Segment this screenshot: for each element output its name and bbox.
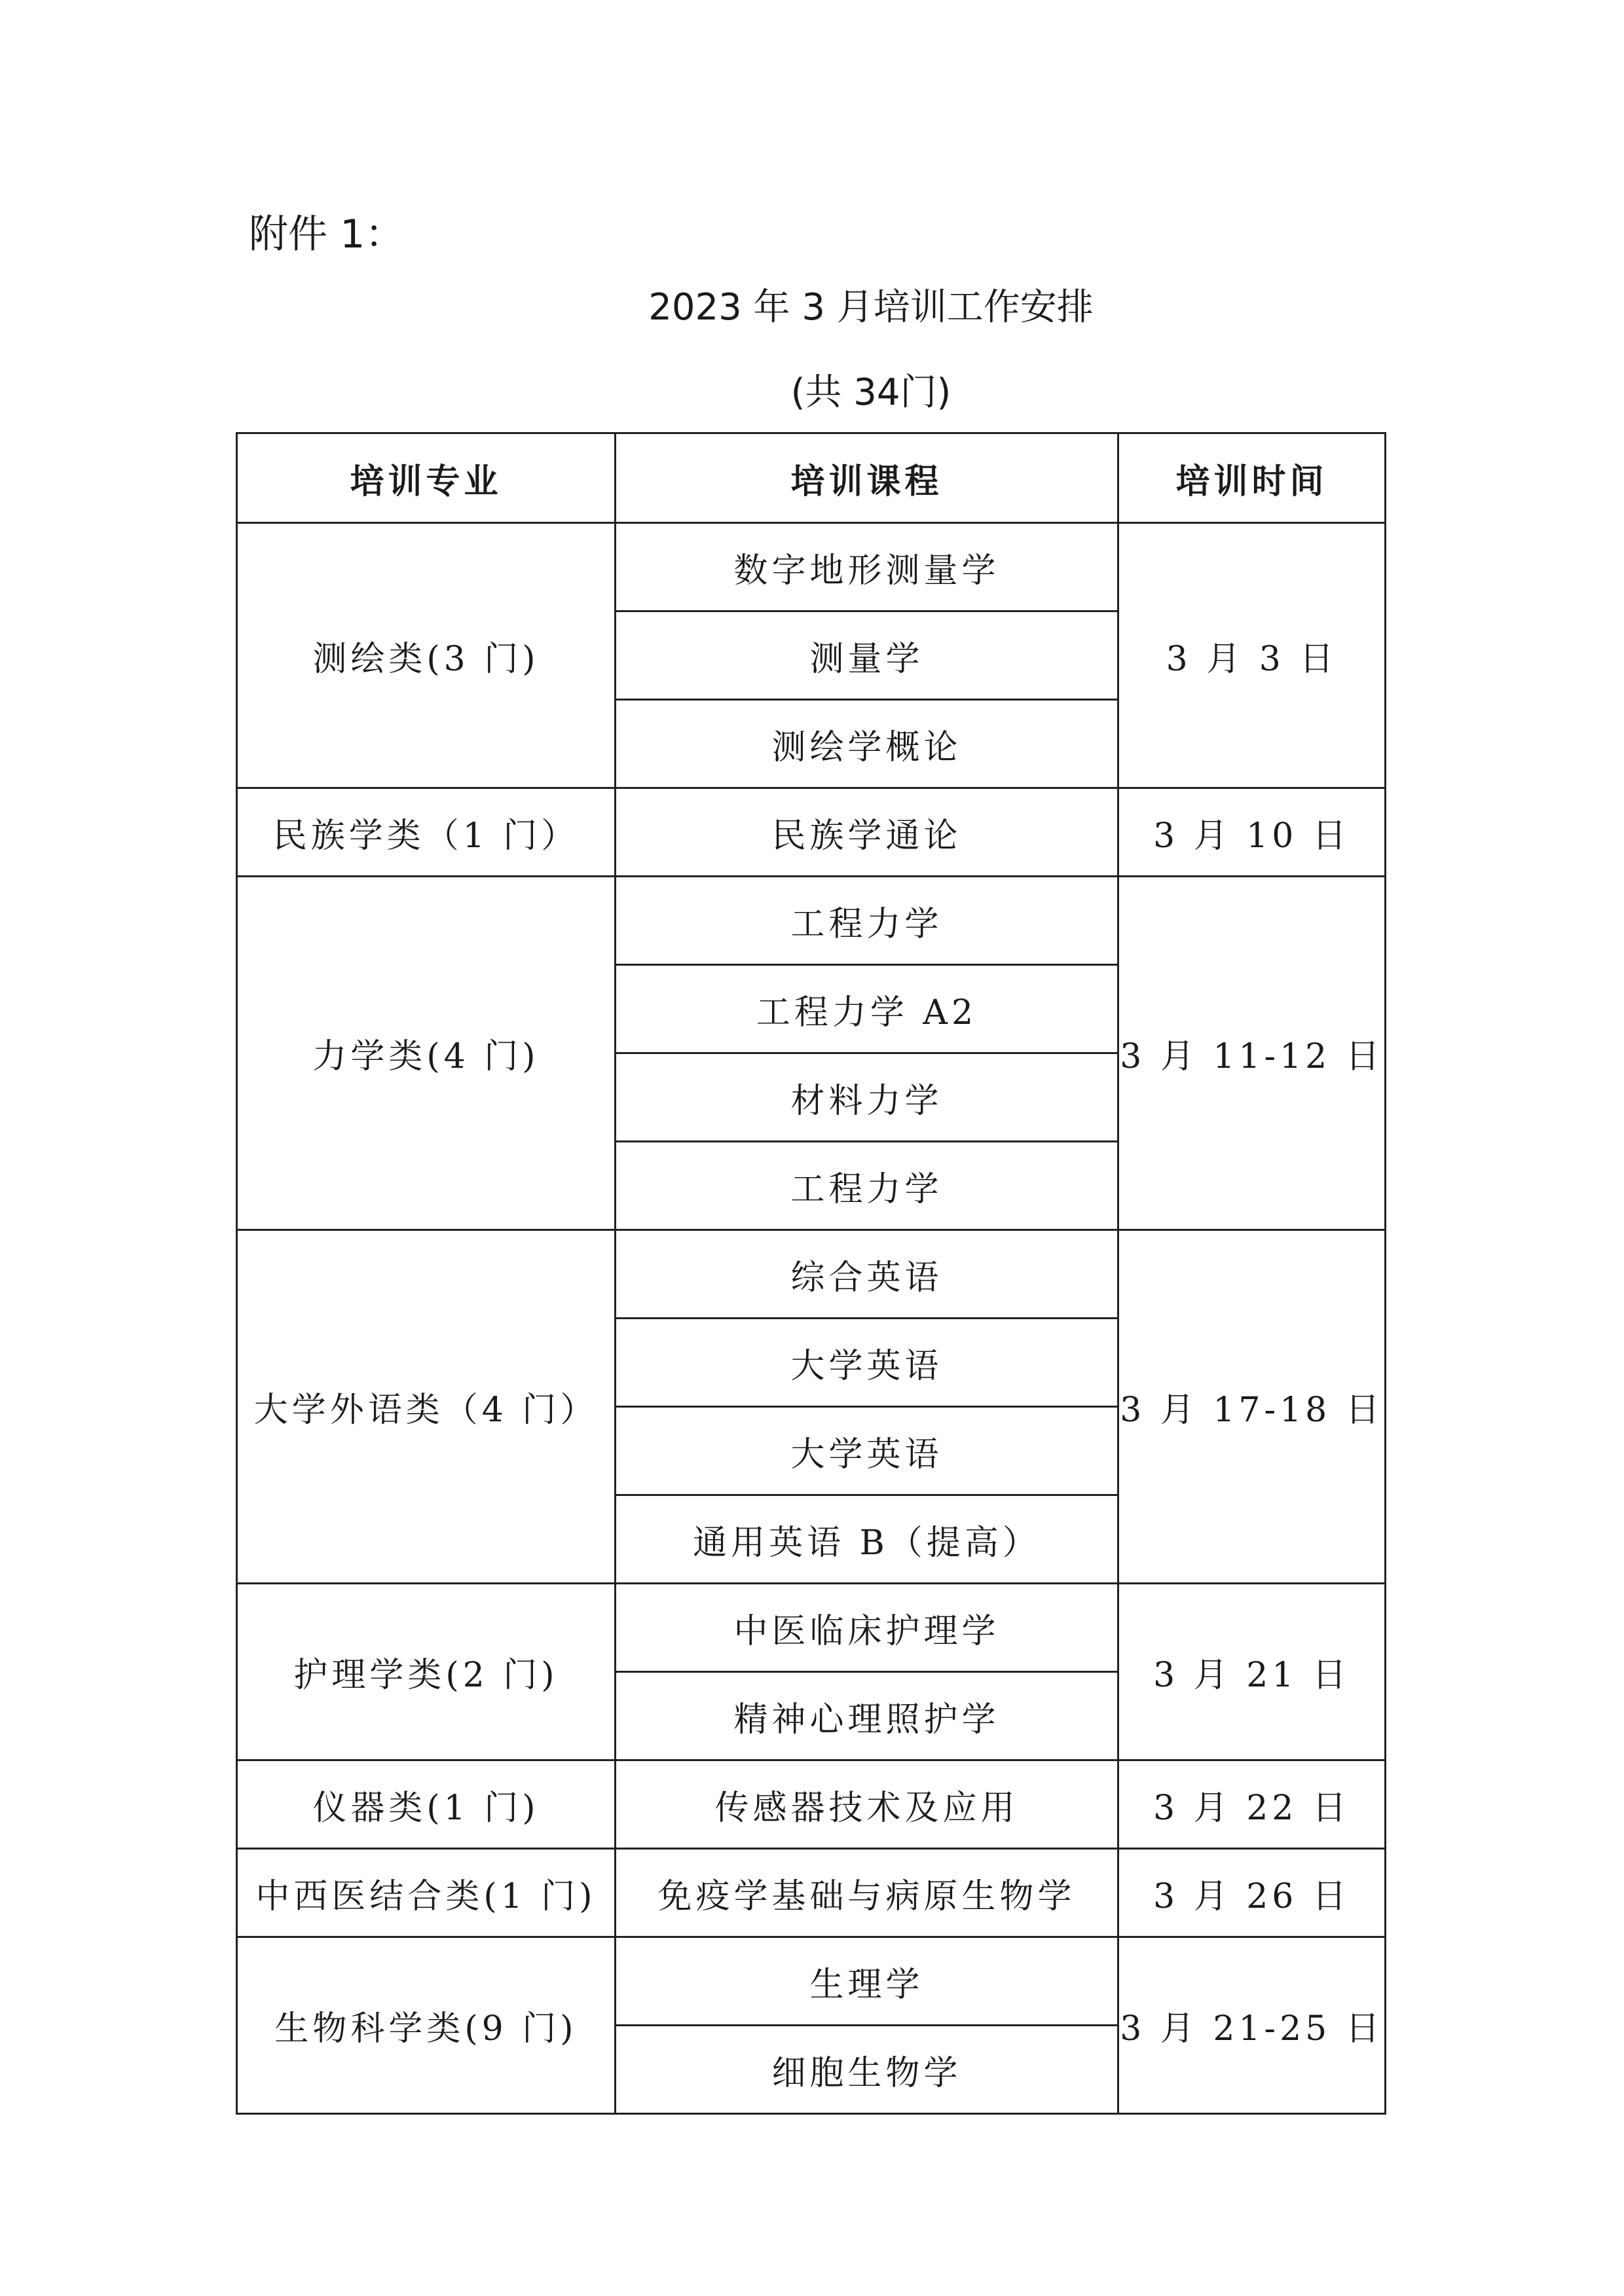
course-cell: 大学英语 [616,1319,1118,1407]
attachment-label: 附件 1： [249,211,405,257]
course-cell: 综合英语 [616,1230,1118,1319]
course-cell: 传感器技术及应用 [616,1760,1118,1849]
time-cell: 3 月 22 日 [1118,1760,1386,1849]
header-course: 培训课程 [616,433,1118,523]
time-cell: 3 月 10 日 [1118,788,1386,877]
course-cell: 免疫学基础与病原生物学 [616,1849,1118,1937]
course-cell: 测量学 [616,611,1118,700]
time-cell: 3 月 17-18 日 [1118,1230,1386,1584]
table-row [237,877,1386,965]
course-cell: 精神心理照护学 [616,1672,1118,1760]
table-row [237,523,1386,611]
table-row [237,1849,1386,1937]
course-cell: 细胞生物学 [616,2026,1118,2114]
document-title: 2023 年 3 月培训工作安排 [648,286,1094,329]
table-row [237,1230,1386,1319]
major-cell: 大学外语类（4 门） [237,1230,616,1584]
course-cell: 民族学通论 [616,788,1118,877]
major-cell: 民族学类（1 门） [237,788,616,877]
header-major: 培训专业 [237,433,616,523]
course-cell: 工程力学 [616,877,1118,965]
table-row [237,1584,1386,1672]
time-cell: 3 月 21-25 日 [1118,1937,1386,2114]
major-cell: 仪器类(1 门) [237,1760,616,1849]
major-cell: 中西医结合类(1 门) [237,1849,616,1937]
training-schedule-table [236,432,1386,2115]
time-cell: 3 月 26 日 [1118,1849,1386,1937]
course-cell: 生理学 [616,1937,1118,2026]
course-cell: 测绘学概论 [616,700,1118,788]
major-cell: 力学类(4 门) [237,877,616,1230]
table-row [237,1760,1386,1849]
course-cell: 工程力学 A2 [616,965,1118,1053]
course-count-subtitle: (共 34门) [790,371,951,414]
table-row [237,1937,1386,2026]
major-cell: 护理学类(2 门) [237,1584,616,1760]
table-body [237,523,1386,2114]
course-cell: 工程力学 [616,1142,1118,1230]
table-row [237,788,1386,877]
time-cell: 3 月 3 日 [1118,523,1386,788]
course-cell: 中医临床护理学 [616,1584,1118,1672]
course-cell: 材料力学 [616,1053,1118,1142]
time-cell: 3 月 21 日 [1118,1584,1386,1760]
course-cell: 数字地形测量学 [616,523,1118,611]
major-cell: 测绘类(3 门) [237,523,616,788]
time-cell: 3 月 11-12 日 [1118,877,1386,1230]
header-time: 培训时间 [1118,433,1386,523]
course-cell: 大学英语 [616,1407,1118,1495]
table-header-row [237,433,1386,523]
course-cell: 通用英语 B（提高） [616,1495,1118,1584]
major-cell: 生物科学类(9 门) [237,1937,616,2114]
